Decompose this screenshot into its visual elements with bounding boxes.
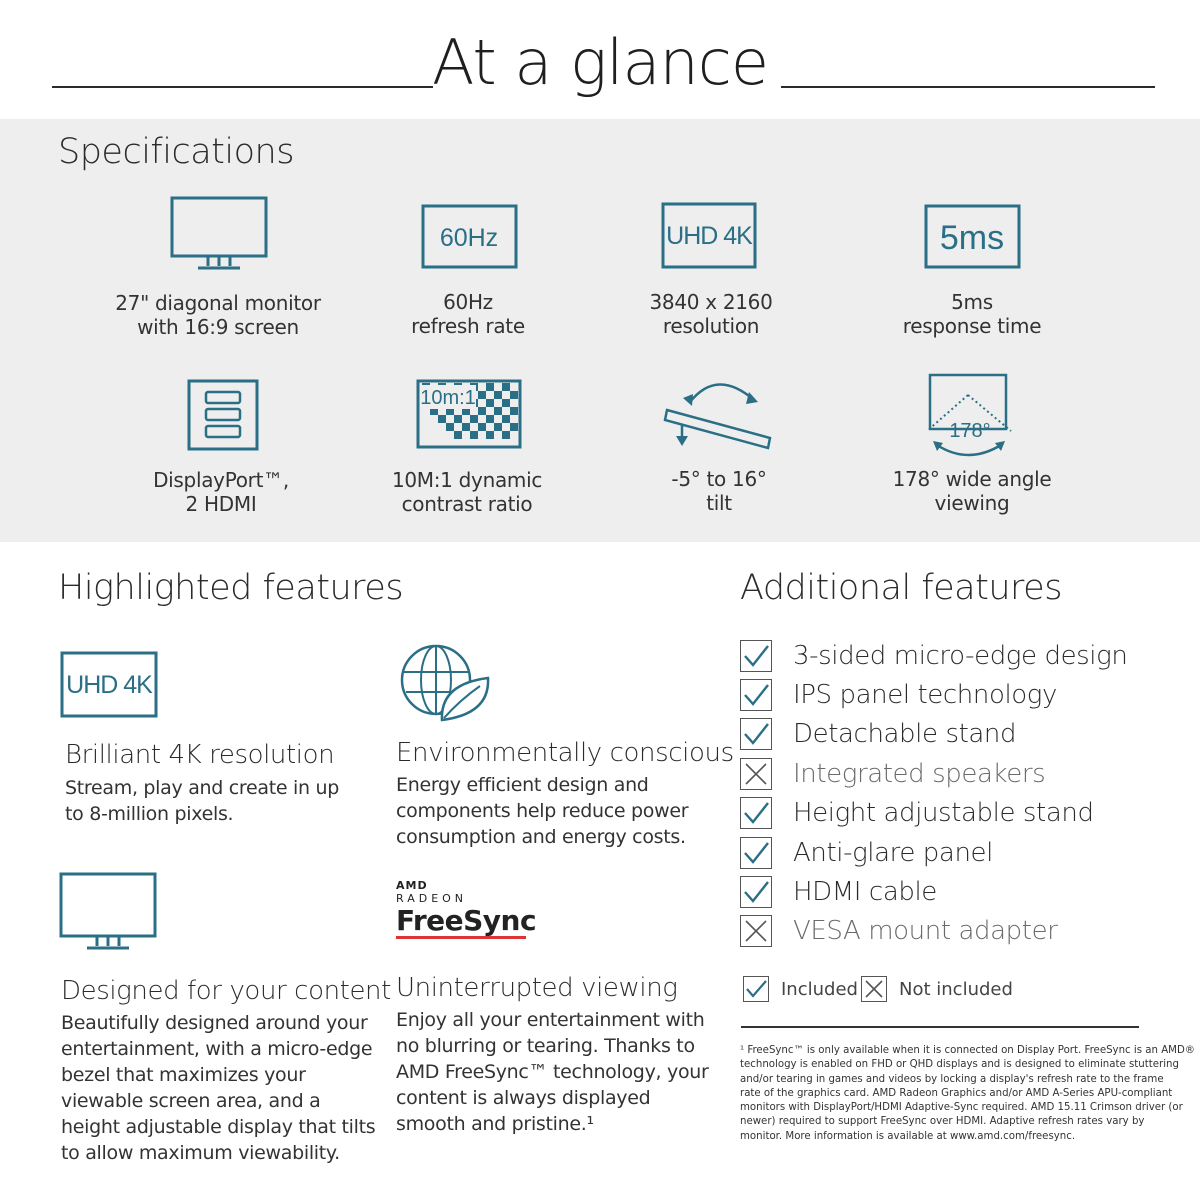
additional-features-list <box>740 636 1127 951</box>
feature-title-freesync: Uninterrupted viewing <box>396 973 678 1003</box>
additional-feature-item <box>740 675 1127 714</box>
cross-icon <box>861 976 887 1002</box>
checker-square <box>454 415 462 423</box>
checker-square <box>478 407 486 415</box>
check-icon <box>740 876 772 908</box>
uhd-4k-feature-icon <box>60 651 158 719</box>
checker-square <box>494 423 502 431</box>
check-icon <box>740 837 772 869</box>
cross-icon <box>740 915 772 947</box>
title-rule-right <box>781 86 1155 88</box>
checker-square <box>470 415 478 423</box>
additional-feature-item <box>740 872 1127 911</box>
uhd-4k-feature-icon-text: UHD 4K <box>66 671 152 699</box>
freesync-logo-freesync: FreeSync <box>396 904 537 937</box>
globe-leaf-icon <box>398 642 490 722</box>
spec-caption-ports: DisplayPort™, 2 HDMI <box>153 468 289 516</box>
checker-square <box>486 415 494 423</box>
legend-not-included-label: Not included <box>899 978 1013 1000</box>
spec-caption-viewing: 178° wide angle viewing <box>892 467 1052 515</box>
additional-feature-item <box>740 912 1127 951</box>
additional-feature-item <box>740 794 1127 833</box>
additional-feature-label: 3-sided micro-edge design <box>793 640 1128 671</box>
check-icon <box>740 679 772 711</box>
feature-body-eco: Energy efficient design and components help reduce power consumption and energy costs. <box>396 774 689 848</box>
contrast-icon <box>416 379 522 449</box>
checker-square <box>494 407 502 415</box>
checker-square <box>502 415 510 423</box>
response-time-icon <box>924 204 1022 270</box>
response-time-icon-text: 5ms <box>939 219 1005 257</box>
tilt-icon <box>662 374 776 454</box>
freesync-logo-radeon: RADEON <box>396 892 468 905</box>
check-icon <box>740 718 772 750</box>
checker-square <box>502 383 510 391</box>
checker-square <box>438 415 446 423</box>
spec-caption-size: 27" diagonal monitor with 16:9 screen <box>115 291 321 339</box>
checker-square <box>510 407 518 415</box>
legend-not-included <box>861 976 1013 1002</box>
checker-square <box>478 391 486 399</box>
checker-square <box>486 431 494 439</box>
feature-body-content: Beautifully designed around your entertainment, with a micro-edge bezel that maximizes your viewable screen area, and a height adjustable display that tilts to allow maximum viewability. <box>61 1012 376 1164</box>
spec-caption-resolution: 3840 x 2160 resolution <box>649 290 773 338</box>
additional-feature-item <box>740 636 1127 675</box>
refresh-rate-icon-text: 60Hz <box>439 224 499 252</box>
checker-square <box>486 383 494 391</box>
checker-square <box>510 423 518 431</box>
checker-square <box>470 431 478 439</box>
check-icon <box>743 976 769 1002</box>
checker-square <box>502 431 510 439</box>
cross-icon <box>740 758 772 790</box>
monitor-icon <box>170 196 270 276</box>
additional-features-heading: Additional features <box>740 568 1062 608</box>
feature-title-content: Designed for your content <box>61 976 391 1006</box>
page-title: At a glance <box>432 26 768 99</box>
contrast-icon-text: 10m:1 <box>420 387 476 409</box>
freesync-logo <box>396 880 536 939</box>
spec-caption-refresh: 60Hz refresh rate <box>411 290 525 338</box>
checker-square <box>502 399 510 407</box>
checker-square <box>446 423 454 431</box>
refresh-rate-icon <box>421 204 519 270</box>
ports-icon <box>187 379 259 451</box>
viewing-angle-icon-text: 178° <box>949 420 991 442</box>
additional-feature-label: VESA mount adapter <box>793 916 1058 947</box>
content-monitor-icon <box>59 872 159 952</box>
freesync-logo-amd: AMD <box>396 879 428 892</box>
check-icon <box>740 640 772 672</box>
spec-caption-tilt: -5° to 16° tilt <box>671 467 767 515</box>
footnote-divider <box>741 1026 1139 1028</box>
checker-square <box>478 423 486 431</box>
checker-square <box>462 423 470 431</box>
check-icon <box>740 797 772 829</box>
additional-feature-item <box>740 833 1127 872</box>
checker-square <box>454 431 462 439</box>
additional-feature-item <box>740 715 1127 754</box>
additional-feature-item <box>740 754 1127 793</box>
highlighted-features-heading: Highlighted features <box>58 568 404 608</box>
additional-feature-label: HDMI cable <box>793 877 937 908</box>
uhd-4k-icon <box>661 202 759 270</box>
feature-title-eco: Environmentally conscious <box>396 738 734 768</box>
additional-feature-label: IPS panel technology <box>793 680 1057 711</box>
additional-feature-label: Height adjustable stand <box>793 798 1094 829</box>
footnote: ¹ FreeSync™ is only available when it is connected on Display Port. FreeSync is an AMD® technology is enabled on FHD or QHD displays and is designed to eliminate stuttering and/or tearing in games and videos by locking a display's refresh rate to the frame rate of the graphics card. AMD Radeon Graphics and/or AMD A-Series APU-compliant monitors with DisplayPort/HDMI Adaptive-Sync required. AMD 15.11 Crimson driver (or newer) required to support FreeSync over HDMI. Adaptive refresh rates vary by monitor. More information is available at www.amd.com/freesync. <box>740 1045 1195 1142</box>
legend-included <box>743 976 858 1002</box>
legend-included-label: Included <box>781 978 858 1000</box>
feature-title-4k: Brilliant 4K resolution <box>65 740 335 770</box>
checker-square <box>510 391 518 399</box>
additional-feature-label: Integrated speakers <box>793 758 1046 789</box>
spec-caption-response: 5ms response time <box>902 290 1042 338</box>
checker-square <box>494 391 502 399</box>
viewing-angle-icon <box>923 373 1019 463</box>
checker-square <box>486 399 494 407</box>
feature-body-4k: Stream, play and create in up to 8-million pixels. <box>65 777 339 825</box>
spec-caption-contrast: 10M:1 dynamic contrast ratio <box>391 468 543 516</box>
specifications-heading: Specifications <box>58 132 294 172</box>
feature-body-freesync: Enjoy all your entertainment with no blurring or tearing. Thanks to AMD FreeSync™ technology, your content is always displayed smooth and pristine.¹ <box>396 1009 709 1135</box>
additional-feature-label: Detachable stand <box>793 719 1017 750</box>
additional-feature-label: Anti-glare panel <box>793 837 993 868</box>
uhd-4k-icon-text: UHD 4K <box>666 222 752 250</box>
